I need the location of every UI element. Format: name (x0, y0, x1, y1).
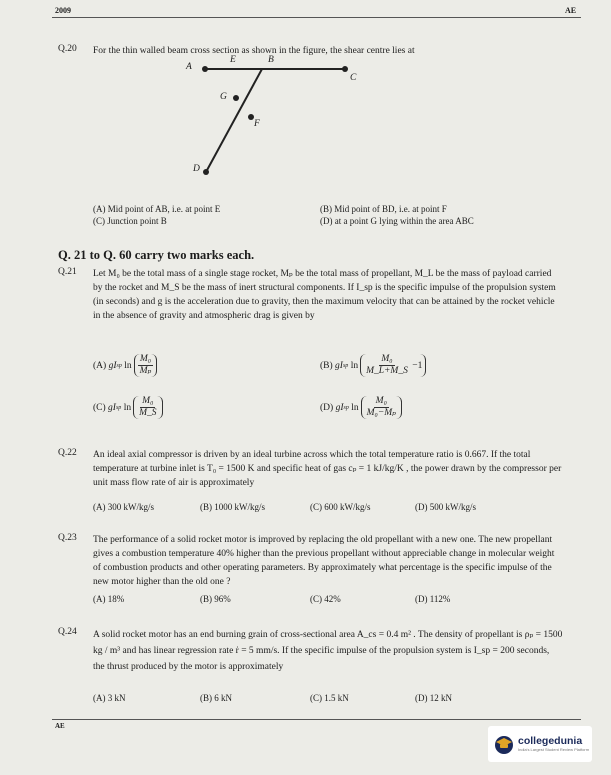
graduation-cap-icon (493, 733, 515, 755)
logo-text (518, 736, 589, 753)
q21-b-paren (360, 354, 426, 377)
q21-a-fn: ln (124, 360, 132, 371)
q20-option-a: (A) Mid point of AB, i.e. at point E (93, 204, 221, 214)
q24-option-c: (C) 1.5 kN (310, 693, 349, 703)
q21-c-fn: ln (123, 402, 132, 413)
q20-option-d: (D) at a point G lying within the area ABC (320, 216, 474, 226)
q21-d-label: (D) (320, 402, 334, 413)
q21-option-d (320, 396, 402, 419)
q21-d-paren (361, 396, 402, 419)
q21-b-num: M₀ (381, 354, 393, 364)
q23-number: Q.23 (58, 533, 77, 543)
q21-a-den: Mₚ (139, 366, 152, 376)
header-paper-code: AE (565, 6, 577, 15)
q21-b-sub: sp (342, 362, 349, 369)
label-c: C (350, 73, 357, 83)
q24-option-d: (D) 12 kN (415, 693, 452, 703)
q21-d-den: M₀−Mₚ (366, 408, 396, 418)
q24-text: A solid rocket motor has an end burning grain of cross-sectional area A_cs = 0.4 m² . The density of propellant is ρₚ = 1500 kg / m³ and has linear regression rate ṙ = 5 mm/s. If the specific impulse of the propulsion system is I_sp = 200 seconds, the thrust produced by the motor is approximately (93, 630, 563, 672)
q20-option-b: (B) Mid point of BD, i.e. at point F (320, 204, 447, 214)
q21-b-label: (B) (320, 360, 333, 371)
q21-a-prefix: gI (108, 360, 117, 371)
q23-text: The performance of a solid rocket motor is improved by replacing the old propellant with a new one. The new propellant gives a combustion temperature 40% higher than the previous propellant without appreciable change in molecular weight of combustion products and other operating parameters. By approximately what percentage is the specific impulse of the new motor higher than the old one ? (93, 535, 555, 587)
q21-option-b (320, 354, 426, 377)
q21-c-den: M_S (139, 408, 157, 418)
q21-c-prefix: gI (108, 402, 116, 413)
q21-c-fraction (137, 396, 158, 419)
q22-option-d: (D) 500 kW/kg/s (415, 502, 476, 512)
q21-option-c (93, 396, 163, 419)
q24-option-a: (A) 3 kN (93, 693, 126, 703)
q21-c-num: M₀ (142, 396, 154, 406)
q23-option-b: (B) 96% (200, 594, 231, 604)
q21-d-sub: sp (343, 404, 349, 411)
section-title: Q. 21 to Q. 60 carry two marks each. (58, 248, 255, 262)
logo-name: collegedunia (518, 734, 583, 747)
q23-option-a: (A) 18% (93, 594, 125, 604)
q21-b-fn: ln (350, 360, 359, 371)
q21-a-label: (A) (93, 360, 107, 371)
label-g: G (220, 92, 227, 102)
q21-number: Q.21 (58, 267, 77, 277)
q21-b-suffix: −1 (412, 360, 423, 371)
q21-a-paren (134, 354, 158, 377)
q21-c-sub: sp (115, 404, 122, 411)
q21-b-prefix: gI (335, 360, 343, 371)
label-d: D (193, 164, 200, 174)
collegedunia-logo[interactable] (488, 726, 592, 762)
label-a: A (186, 62, 192, 72)
q21-d-fraction (365, 396, 398, 419)
q21-b-fraction (364, 354, 410, 377)
q23-option-c: (C) 42% (310, 594, 341, 604)
q22-option-a: (A) 300 kW/kg/s (93, 502, 154, 512)
q21-d-num: M₀ (375, 396, 387, 406)
label-f: F (254, 119, 260, 129)
label-b: B (268, 55, 274, 65)
q22-option-c: (C) 600 kW/kg/s (310, 502, 371, 512)
q21-a-num: M₀ (139, 354, 152, 364)
q21-d-fn: ln (351, 402, 359, 413)
q20-figure (160, 55, 380, 195)
q20-number: Q.20 (58, 44, 77, 54)
q20-text: For the thin walled beam cross section as shown in the figure, the shear centre lies at (93, 46, 415, 56)
q22-text: An ideal axial compressor is driven by an ideal turbine across which the total temperature ratio is 0.667. If the total temperature at turbine inlet is T₀ = 1500 K and specific heat of gas cₚ = 1 kJ/kg/K , the power drawn by the compressor per unit mass flow rate of air is approximately (93, 450, 562, 488)
q21-a-sub: sp (116, 362, 122, 369)
q21-option-a (93, 354, 157, 377)
q22-option-b: (B) 1000 kW/kg/s (200, 502, 265, 512)
header-rule (52, 17, 581, 18)
q21-a-fraction (138, 354, 154, 377)
q21-c-label: (C) (93, 402, 106, 413)
beam-cross-section-diagram (160, 55, 380, 195)
q24-option-b: (B) 6 kN (200, 693, 232, 703)
q20-option-c: (C) Junction point B (93, 216, 167, 226)
footer-paper-code: AE (55, 722, 65, 730)
q21-text: Let M₀ be the total mass of a single stage rocket, Mₚ be the total mass of propellant, M_L be the mass of payload carried by the rocket and M_S be the mass of inert structural components. If I_sp is the specific impulse of the propulsion system (in seconds) and g is the acceleration due to gravity, then the maximum velocity that can be attained by the rocket vehicle in the absence of gravity and atmospheric drag is given by (93, 269, 556, 321)
footer-rule (52, 719, 581, 720)
label-e: E (230, 55, 236, 65)
header-year: 2009 (55, 6, 71, 15)
q24-number: Q.24 (58, 627, 77, 637)
q22-number: Q.22 (58, 448, 77, 458)
q21-b-den: M_L+M_S (366, 366, 408, 376)
logo-tagline: India's Largest Student Review Platform (518, 746, 590, 752)
q21-c-paren (133, 396, 162, 419)
q21-d-prefix: gI (335, 402, 344, 413)
q23-option-d: (D) 112% (415, 594, 451, 604)
